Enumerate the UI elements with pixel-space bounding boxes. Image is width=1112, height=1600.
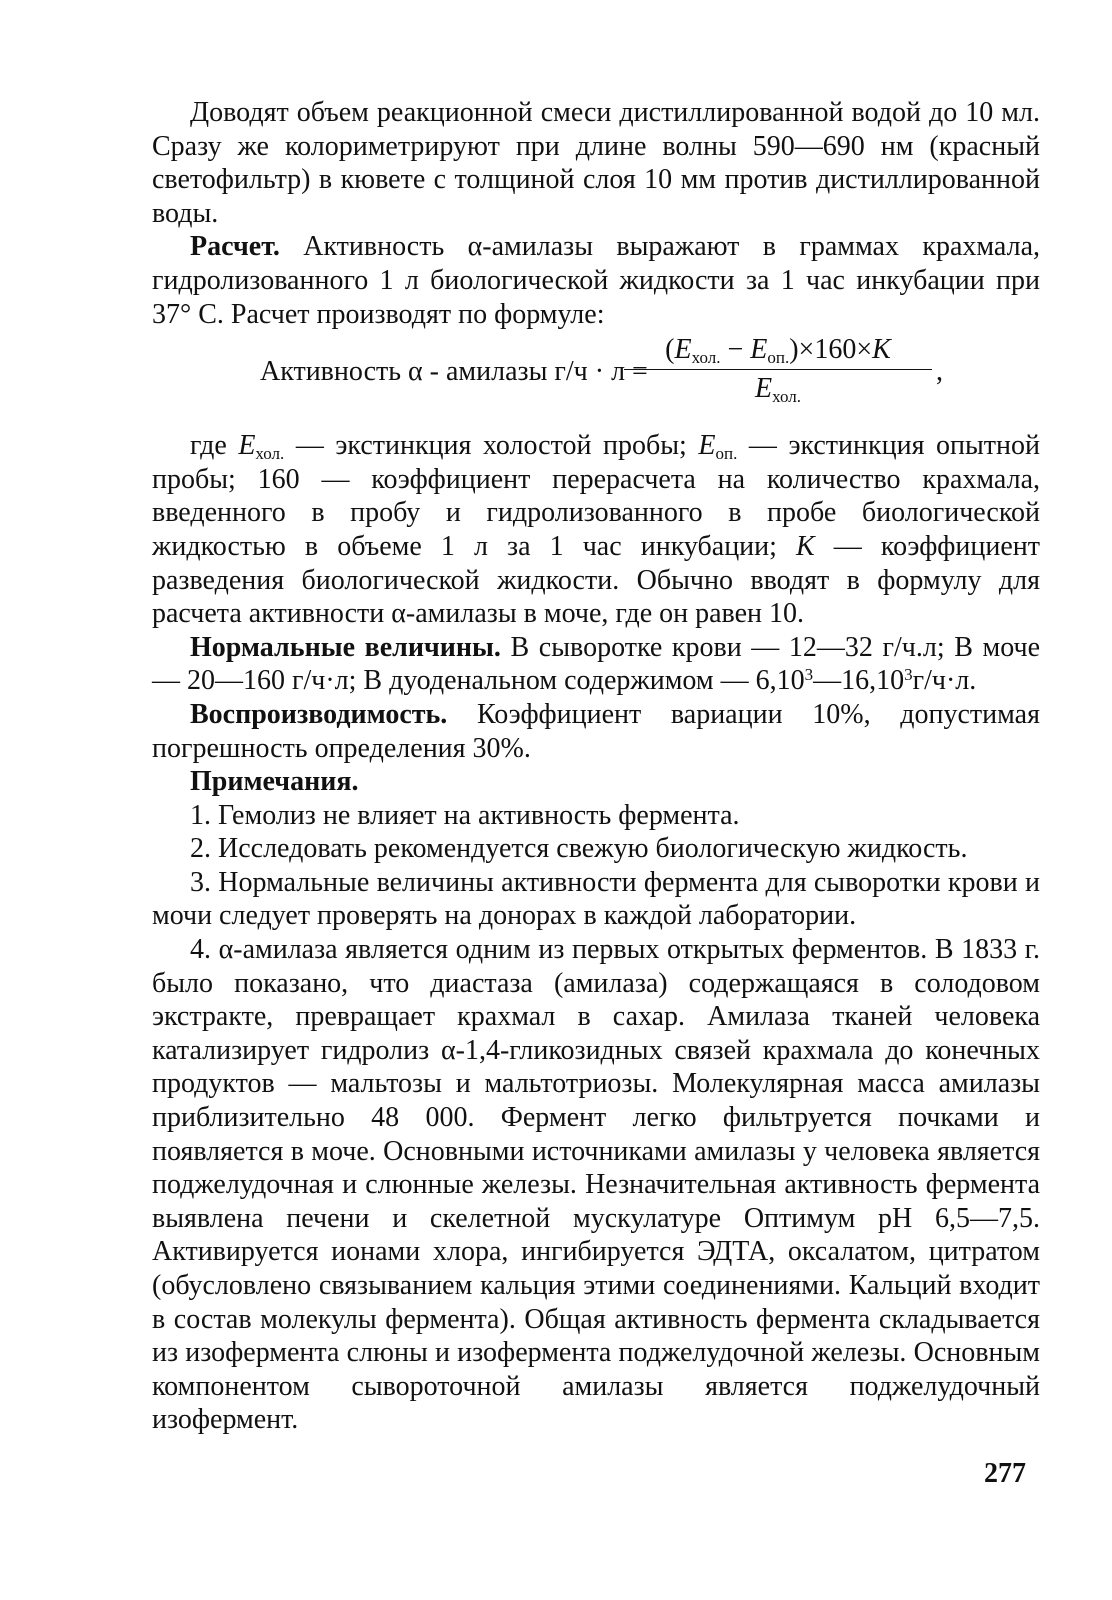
paragraph-calculation <box>152 230 1040 331</box>
var-text-b: — экстинкция холостой пробы; <box>284 430 699 462</box>
num-minus: − <box>720 334 751 366</box>
paragraph-reproducibility <box>152 698 1040 765</box>
page-number: 277 <box>984 1458 1026 1489</box>
page-body <box>152 96 1040 1437</box>
reproducibility-text: Коэффициент вариации 10%, допустимая погрешность определения 30%. <box>152 698 1040 764</box>
heading-notes-label: Примечания. <box>190 766 359 798</box>
formula-fraction <box>624 333 932 405</box>
paragraph-procedure: Доводят объем реакционной смеси дистиллированной водой до 10 мл. Сразу же колориметрируют при длине волны 590—690 нм (красный светофильтр) в кювете с толщиной слоя 10 мм против дистиллированной воды. <box>152 97 1040 229</box>
paragraph-normal-values <box>152 631 1040 698</box>
activity-formula <box>152 333 1040 429</box>
formula-denominator <box>624 370 932 406</box>
var-text-a: где <box>190 430 239 462</box>
den-sub: хол. <box>772 386 801 406</box>
var-e-blank: E <box>238 430 256 462</box>
var-k: K <box>796 530 815 562</box>
note-3: 3. Нормальные величины активности фермента для сыворотки крови и мочи следует проверять на донорах в каждой лаборатории. <box>152 866 1040 932</box>
heading-notes <box>152 765 1040 799</box>
num-sub-test: оп. <box>767 348 790 368</box>
normal-values-sup-2: 3 <box>904 665 913 685</box>
normal-values-text-a: В сыворотке крови — 12—32 г/ч.л; В моче — 20—160 г/ч·л; В дуоденальном содержимом — 6,10 <box>152 631 1041 697</box>
var-text-c: — экстинкция опытной пробы; 160 — коэффициент перерасчета на количество крахмала, введенного в пробу и гидролизованного в пробе биологической жидкостью в объеме 1 л за 1 час инкубации; <box>152 430 1040 562</box>
normal-values-text-b: —16,10 <box>813 665 905 697</box>
calculation-text: Активность α-амилазы выражают в граммах крахмала, гидролизованного 1 л биологической жидкости за 1 час инкубации при 37° С. Расчет производят по формуле: <box>152 231 1040 330</box>
heading-calculation: Расчет. <box>190 231 280 263</box>
den-e: E <box>755 372 773 404</box>
num-e-blank: E <box>674 334 692 366</box>
num-open: ( <box>665 334 675 366</box>
formula-numerator <box>624 333 932 370</box>
note-2: 2. Исследовать рекомендуется свежую биологическую жидкость. <box>190 833 968 865</box>
num-k: K <box>872 334 891 366</box>
normal-values-sup-1: 3 <box>804 665 814 685</box>
note-1: 1. Гемолиз не влияет на активность фермента. <box>190 799 740 831</box>
normal-values-text-c: г/ч·л. <box>912 665 977 697</box>
formula-left-side: Активность α - амилазы г/ч · л = <box>260 356 648 388</box>
heading-reproducibility: Воспроизводимость. <box>190 698 448 730</box>
heading-normal-values: Нормальные величины. <box>190 631 501 663</box>
note-4: 4. α-амилаза является одним из первых открытых ферментов. В 1833 г. было показано, что диастаза (амилаза) содержащаяся в солодовом экстракте, превращает крахмал в сахар. Амилаза тканей человека катализирует гидролиз α-1,4-гликозидных связей крахмала до конечных продуктов — мальтозы и мальтотриозы. Молекулярная масса амилазы приблизительно 48 000. Фермент легко фильтруется почками и появляется в моче. Основными источниками амилазы у человека является поджелудочная и слюнные железы. Незначительная активность фермента выявлена печени и скелетной мускулатуре Оптимум pH 6,5—7,5. Активируется ионами хлора, ингибируется ЭДТА, оксалатом, цитратом (обусловлено связыванием кальция этими соединениями. Кальций входит в состав молекулы фермента). Общая активность фермента складывается из изофермента слюны и изофермента поджелудочной железы. Основным компонентом сывороточной амилазы является поджелудочный изофермент. <box>152 934 1040 1436</box>
var-e-test: E <box>698 430 716 462</box>
var-sub-blank: хол. <box>255 444 285 464</box>
num-sub-blank: хол. <box>691 348 721 368</box>
num-rest: )×160× <box>789 334 873 366</box>
var-text-d: — коэффициент разведения биологической жидкости. Обычно вводят в формулу для расчета активности α-амилазы в моче, где он равен 10. <box>152 530 1040 630</box>
num-e-test: E <box>750 334 768 366</box>
paragraph-variables <box>152 429 1040 631</box>
var-sub-test: оп. <box>715 444 738 464</box>
formula-comma: , <box>936 356 943 388</box>
